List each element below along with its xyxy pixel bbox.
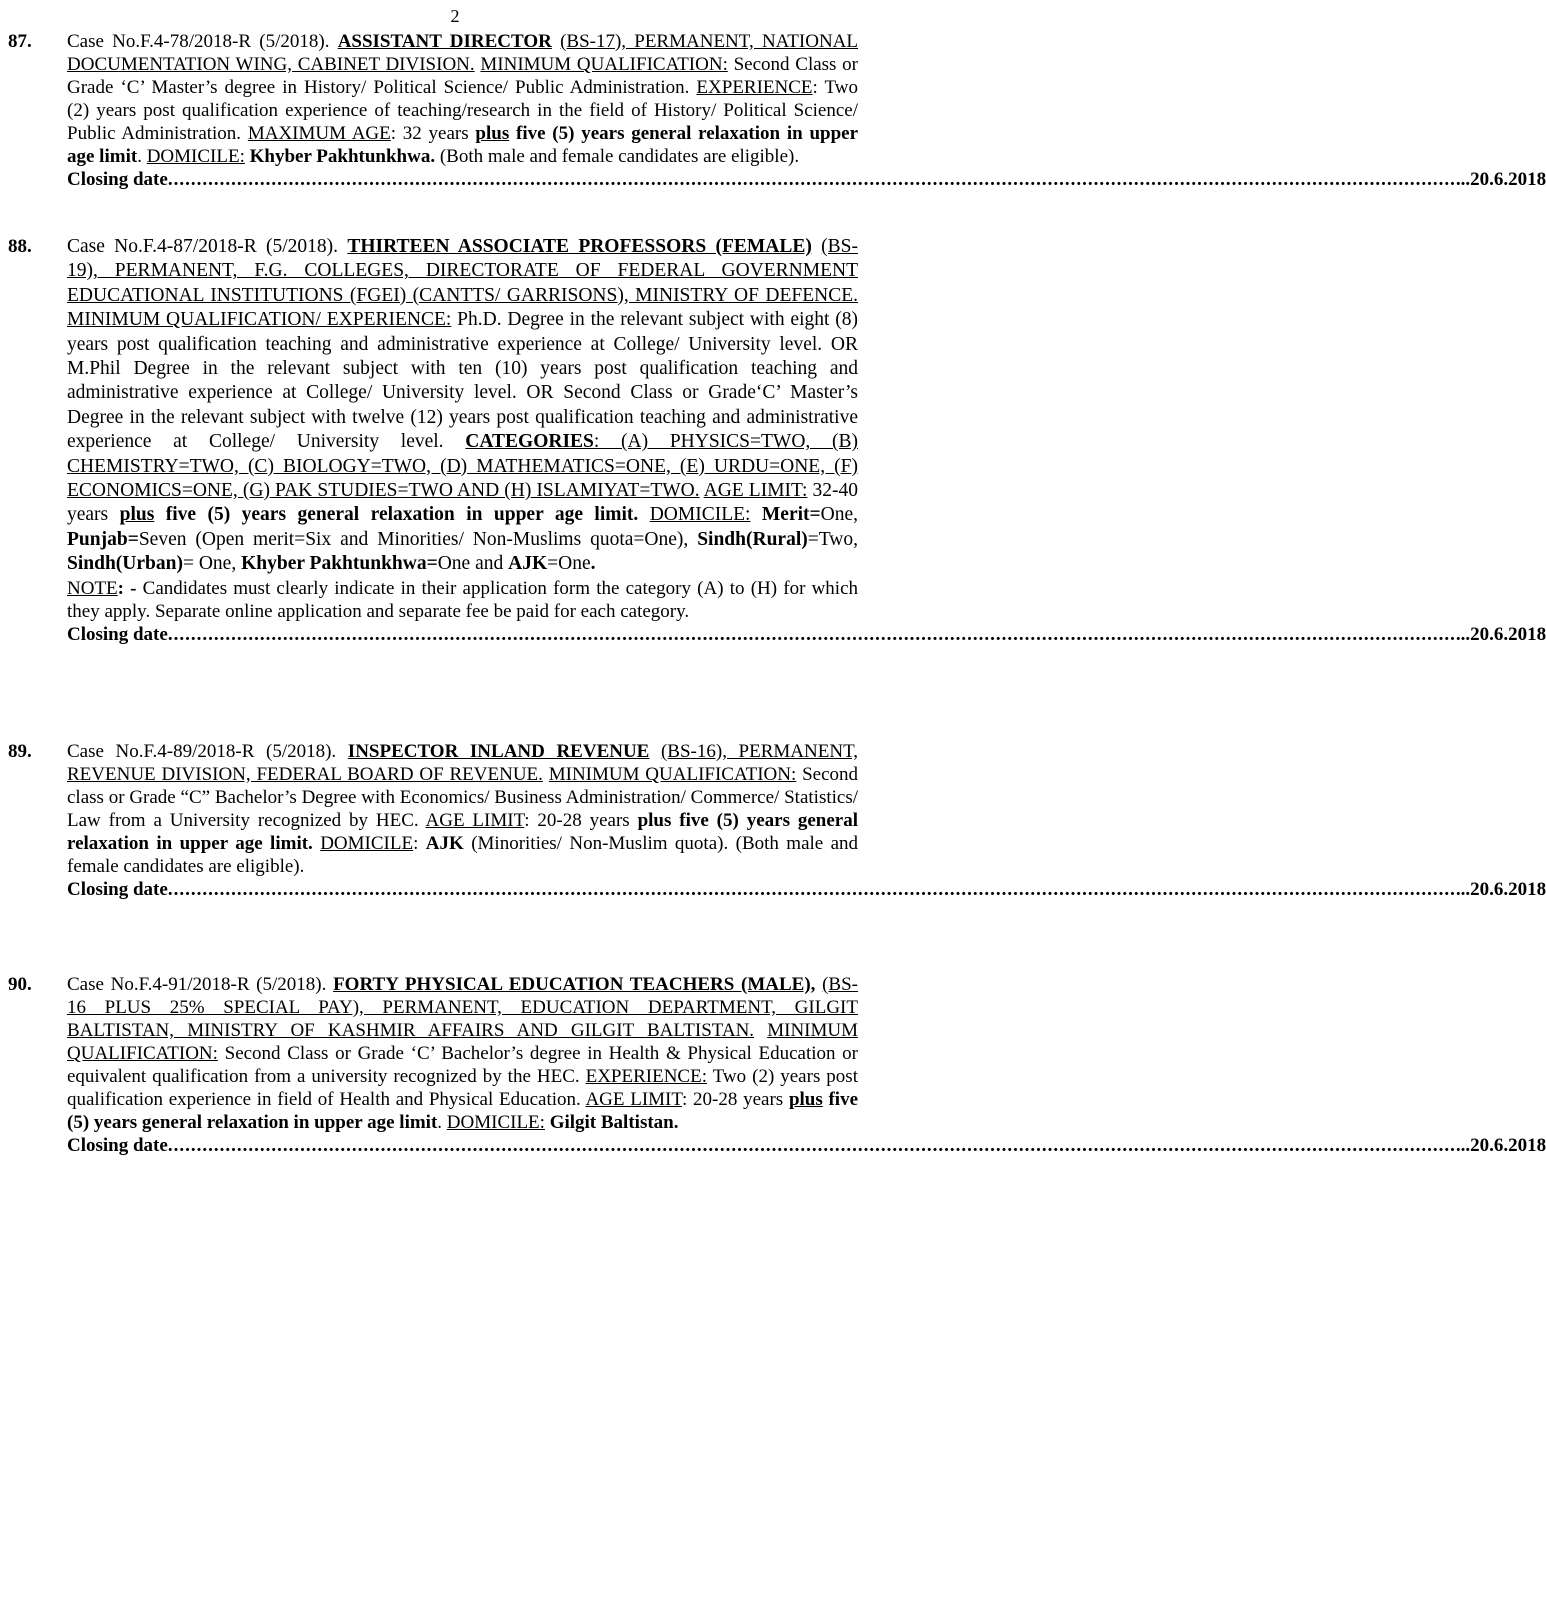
case-reference: Case No.F.4-91/2018-R (5/2018).	[67, 974, 327, 995]
experience-label: EXPERIENCE:	[585, 1066, 707, 1087]
closing-date-label: Closing date	[67, 879, 168, 900]
domicile-label: DOMICILE:	[146, 146, 245, 167]
sindh-urban-value: = One,	[182, 553, 237, 575]
case-88	[8, 235, 1546, 675]
qualification-text: Second class or Grade “C” Bachelor’s Degree with Economics/ Business Administration/ Commerce/ Statistics/ Law from a University recognized by HEC.	[67, 764, 858, 831]
case-number: 87.	[8, 31, 32, 52]
domicile-value: Gilgit Baltistan.	[549, 1112, 679, 1133]
case-89	[8, 740, 1546, 910]
relaxation-text: five (5) years general relaxation in upper age limit	[67, 1089, 859, 1133]
qualification-label: MINIMUM QUALIFICATION:	[67, 1020, 859, 1064]
closing-date-line	[67, 623, 1546, 646]
leader-dots: ................................................................................................................................................................................................................................	[167, 1135, 1456, 1156]
post-detail: (BS-19), PERMANENT, F.G. COLLEGES, DIRECTORATE OF FEDERAL GOVERNMENT EDUCATIONAL INSTITUTIONS (FGEI) (CANTTS/ GARRISONS), MINISTRY OF DEFENCE.	[67, 236, 858, 306]
age-label: MAXIMUM AGE	[247, 123, 391, 144]
case-body	[67, 740, 1546, 901]
note-label: NOTE	[67, 577, 118, 599]
domicile-value: Khyber Pakhtunkhwa.	[249, 146, 436, 167]
age-text: : 20-28 years	[524, 810, 630, 831]
eligibility-text: (Both male and female candidates are eligible).	[439, 146, 800, 167]
age-label: AGE LIMIT:	[703, 480, 808, 502]
plus-text: plus	[637, 810, 672, 831]
case-number: 90.	[8, 974, 32, 995]
closing-date-value: ...20.6.2018	[1455, 169, 1546, 190]
final-dot: .	[590, 553, 596, 575]
case-body	[67, 973, 1546, 1157]
categories-text: : (A) PHYSICS=TWO, (B) CHEMISTRY=TWO, (C) BIOLOGY=TWO, (D) MATHEMATICS=ONE, (E) URDU=ONE, (F) ECONOMICS=ONE, (G) PAK STUDIES=TWO AND (H) ISLAMIYAT=TWO.	[67, 431, 859, 502]
note-text: Candidates must clearly indicate in their application form the category (A) to (H) for which they apply. Separate online application and separate fee be paid for each category.	[67, 577, 859, 622]
domicile-separator: :	[413, 833, 419, 854]
leader-dots: ................................................................................................................................................................................................................................	[167, 879, 1456, 900]
case-reference: Case No.F.4-78/2018-R (5/2018).	[67, 31, 330, 52]
categories-label: CATEGORIES	[465, 431, 594, 453]
sindh-rural-label: Sindh(Rural)	[697, 528, 808, 550]
case-body	[67, 30, 1546, 191]
qualification-text: Second Class or Grade ‘C’ Bachelor’s degree in Health & Physical Education or equivalent qualification from a university recognized by the HEC.	[67, 1043, 859, 1087]
punjab-value: Seven (Open merit=Six and Minorities/ Non-Muslims quota=One),	[138, 528, 689, 550]
age-text: : 32 years	[390, 123, 469, 144]
relaxation-text: five (5) years general relaxation in upper age limit.	[165, 504, 639, 526]
case-reference: Case No.F.4-87/2018-R (5/2018).	[67, 236, 339, 257]
closing-date-line	[67, 1134, 1546, 1157]
relaxation-dot: .	[437, 1112, 443, 1133]
leader-dots: ................................................................................................................................................................................................................................	[167, 169, 1456, 190]
post-title: FORTY PHYSICAL EDUCATION TEACHERS (MALE),	[333, 974, 816, 995]
domicile-label: DOMICILE:	[649, 504, 751, 526]
qualification-label: MINIMUM QUALIFICATION/ EXPERIENCE:	[67, 309, 452, 331]
plus-text: plus	[475, 123, 510, 144]
domicile-label: DOMICILE:	[446, 1112, 545, 1133]
age-text: : 20-28 years	[682, 1089, 784, 1110]
domicile-value: AJK	[425, 833, 464, 854]
qualification-text: Second Class or Grade ‘C’ Master’s degree in History/ Political Science/ Public Administration.	[67, 54, 859, 98]
case-body	[67, 235, 1546, 646]
page-number: 2	[450, 6, 460, 26]
merit-label: Merit=	[761, 504, 821, 526]
closing-date-line	[67, 168, 1546, 191]
closing-date-label: Closing date	[67, 623, 168, 645]
post-detail: (BS-16), PERMANENT, REVENUE DIVISION, FEDERAL BOARD OF REVENUE.	[67, 741, 859, 785]
plus-text: plus	[119, 504, 155, 526]
kp-label: Khyber Pakhtunkhwa=	[241, 553, 438, 575]
case-reference: Case No.F.4-89/2018-R (5/2018).	[67, 741, 337, 762]
post-detail: (BS-17), PERMANENT, NATIONAL DOCUMENTATION WING, CABINET DIVISION.	[67, 31, 858, 75]
leader-dots: ................................................................................................................................................................................................................................	[167, 623, 1456, 645]
relaxation-dot: .	[137, 146, 142, 167]
age-label: AGE LIMIT	[585, 1089, 683, 1110]
qualification-label: MINIMUM QUALIFICATION:	[480, 54, 728, 75]
relaxation-text: five (5) years general relaxation in upper age limit.	[67, 810, 858, 854]
post-title: INSPECTOR INLAND REVENUE	[347, 741, 650, 762]
domicile-label: DOMICILE	[320, 833, 414, 854]
ajk-label: AJK	[508, 553, 548, 575]
note-separator: : -	[117, 577, 143, 599]
post-detail: (BS-16 PLUS 25% SPECIAL PAY), PERMANENT, EDUCATION DEPARTMENT, GILGIT BALTISTAN, MINISTRY OF KASHMIR AFFAIRS AND GILGIT BALTISTAN.	[67, 974, 859, 1041]
closing-date-label: Closing date	[67, 1135, 168, 1156]
domicile-extra: (Minorities/ Non-Muslim quota).	[471, 833, 729, 854]
closing-date-value: ...20.6.2018	[1455, 879, 1546, 900]
closing-date-value: ...20.6.2018	[1455, 1135, 1546, 1156]
qualification-label: MINIMUM QUALIFICATION:	[548, 764, 797, 785]
closing-date-value: ...20.6.2018	[1455, 623, 1546, 645]
qualification-text: Ph.D. Degree in the relevant subject with eight (8) years post qualification teaching and administrative experience at College/ University level. OR M.Phil Degree in the relevant subject with ten (10) years post qualification teaching and administrative experience at College/ University level. OR Second Class or Grade‘C’ Master’s Degree in the relevant subject with twelve (12) years post qualification teaching and administrative experience at College/ University level.	[67, 309, 858, 453]
merit-value: One,	[820, 504, 859, 526]
age-label: AGE LIMIT	[425, 810, 525, 831]
post-title: ASSISTANT DIRECTOR	[337, 31, 552, 52]
closing-date-line	[67, 878, 1546, 901]
eligibility-text: (Both male and female candidates are eligible).	[67, 833, 859, 877]
kp-value: One and	[437, 553, 504, 575]
experience-label: EXPERIENCE	[696, 77, 813, 98]
experience-text: Two (2) years post qualification experience in field of Health and Physical Education.	[67, 1066, 858, 1110]
closing-date-label: Closing date	[67, 169, 168, 190]
case-number: 88.	[8, 236, 32, 257]
plus-text: plus	[788, 1089, 823, 1110]
note	[67, 577, 858, 623]
ajk-value: =One	[547, 553, 591, 575]
case-90	[8, 973, 1546, 1156]
punjab-label: Punjab=	[67, 528, 139, 550]
case-87	[8, 30, 1546, 210]
sindh-urban-label: Sindh(Urban)	[67, 553, 183, 575]
post-title: THIRTEEN ASSOCIATE PROFESSORS (FEMALE)	[347, 236, 812, 257]
case-number: 89.	[8, 741, 32, 762]
relaxation-text: five (5) years general relaxation in upper age limit	[67, 123, 859, 167]
experience-text: : Two (2) years post qualification experience of teaching/research in the field of History/ Political Science/ Public Administration.	[67, 77, 858, 144]
sindh-rural-value: =Two,	[807, 528, 859, 550]
age-text: 32-40 years	[67, 480, 858, 526]
